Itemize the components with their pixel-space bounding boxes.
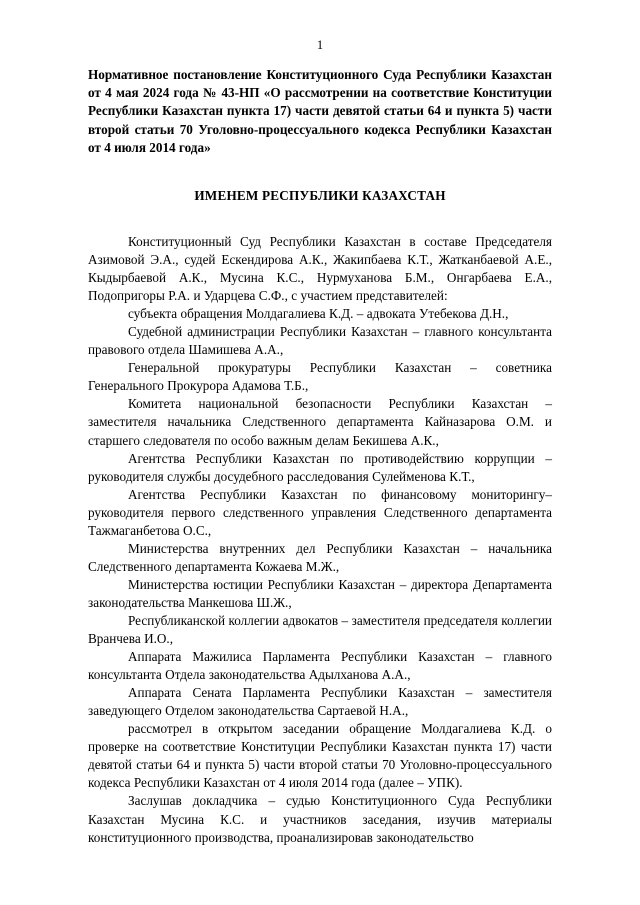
paragraph: рассмотрел в открытом заседании обращение Молдагалиева К.Д. о проверке на соответствие Конституции Республики Казахстан пункта 17) части девятой статьи 64 и пункта 5) части второй статьи 70 Уголовно-процессуального кодекса Республики Казахстан от 4 июля 2014 года (далее – УПК). xyxy=(88,721,552,791)
paragraph: Комитета национальной безопасности Республики Казахстан – заместителя начальника Следственного департамента Кайназарова О.М. и старшего следователя по особо важным делам Бекишева А.К., xyxy=(88,396,552,448)
paragraph: Аппарата Сената Парламента Республики Казахстан – заместителя заведующего Отделом законодательства Сартаевой Н.А., xyxy=(88,685,552,719)
paragraph: Аппарата Мажилиса Парламента Республики Казахстан – главного консультанта Отдела законодательства Адылханова А.А., xyxy=(88,649,552,683)
paragraph: Республиканской коллегии адвокатов – заместителя председателя коллегии Вранчева И.О., xyxy=(88,613,552,647)
paragraph: Конституционный Суд Республики Казахстан в составе Председателя Азимовой Э.А., судей Ескендирова А.К., Жакипбаева К.Т., Жатканбаевой А.Е., Кыдырбаевой А.К., Мусина К.С., Нурмуханова Б.М., Онгарбаева Е.А., Подопригоры Р.А. и Ударцева С.Ф., с участием представителей: xyxy=(88,234,552,304)
document-content xyxy=(88,66,552,847)
paragraph: Агентства Республики Казахстан по финансовому мониторингу– руководителя первого следственного управления Следственного департамента Тажмаганбетова О.С., xyxy=(88,486,552,538)
paragraph: Заслушав докладчика – судью Конституционного Суда Республики Казахстан Мусина К.С. и участников заседания, изучив материалы конституционного производства, проанализировав законодательство xyxy=(88,793,552,845)
paragraph: Судебной администрации Республики Казахстан – главного консультанта правового отдела Шамишева А.А., xyxy=(88,324,552,358)
paragraph: Министерства юстиции Республики Казахстан – директора Департамента законодательства Манкешова Ш.Ж., xyxy=(88,576,552,610)
paragraph: Генеральной прокуратуры Республики Казахстан – советника Генерального Прокурора Адамова Т.Б., xyxy=(88,360,552,394)
paragraph: Агентства Республики Казахстан по противодействию коррупции – руководителя службы досудебного расследования Сулейменова К.Т., xyxy=(88,450,552,484)
paragraph: субъекта обращения Молдагалиева К.Д. – адвоката Утебекова Д.Н., xyxy=(128,306,509,322)
document-heading: ИМЕНЕМ РЕСПУБЛИКИ КАЗАХСТАН xyxy=(194,188,446,204)
page-number: 1 xyxy=(316,38,324,52)
paragraph: Министерства внутренних дел Республики Казахстан – начальника Следственного департамента Кожаева М.Ж., xyxy=(88,540,552,574)
document-title: Нормативное постановление Конституционного Суда Республики Казахстан от 4 мая 2024 года № 43-НП «О рассмотрении на соответствие Конституции Республики Казахстан пункта 17) части девятой статьи 64 и пункта 5) части второй статьи 70 Уголовно-процессуального кодекса Республики Казахстан от 4 июля 2014 года» xyxy=(88,67,552,155)
document-body xyxy=(88,233,552,847)
